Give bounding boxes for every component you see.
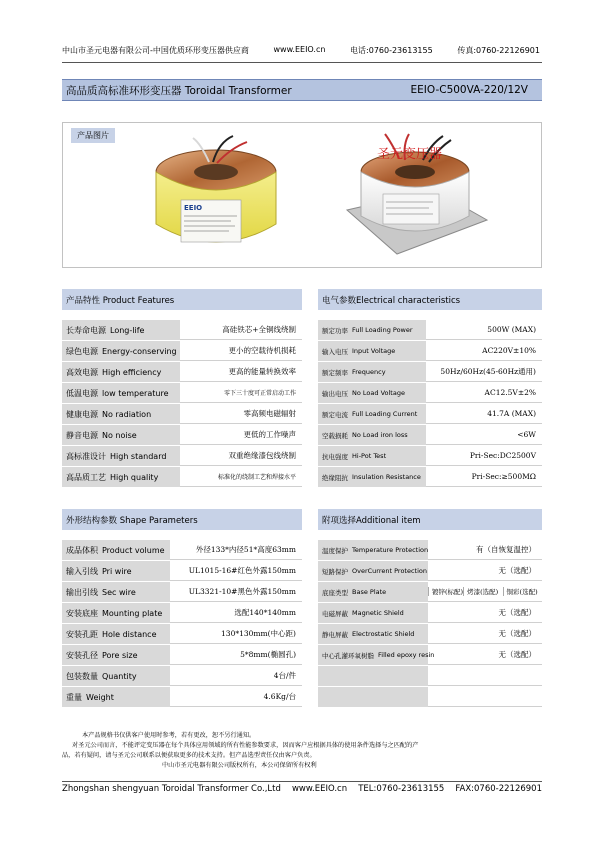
features-row-label	[62, 467, 180, 487]
shape-row	[62, 561, 302, 582]
electrical-row-value: 50Hz/60Hz(45-60Hz通用)	[426, 362, 542, 382]
transformer-photo-with-base	[339, 132, 489, 262]
shape-row	[62, 645, 302, 666]
electrical-row-label	[318, 404, 426, 424]
label-en: Mounting plate	[102, 608, 163, 618]
additional-row-label	[318, 582, 428, 602]
label-cn: 安装孔距	[66, 629, 98, 639]
label-cn: 额定频率	[322, 368, 348, 377]
label-cn: 重量	[66, 692, 82, 702]
features-row-value: 更小的空载待机损耗	[180, 341, 302, 361]
label-en: Insulation Resistance	[352, 473, 421, 481]
label-cn: 安装底座	[66, 608, 98, 618]
features-row-value: 零下三十度可正常启动工作	[180, 383, 302, 403]
shape-row-value: 130*130mm(中心距)	[170, 624, 302, 644]
additional-row-options	[428, 582, 542, 602]
shape-row-label	[62, 624, 170, 644]
note-line: 品，若有疑问，请与圣元公司联系以便获取更多的技术支持。但产品选型责任仅由客户负责。	[62, 752, 316, 759]
shape-row-value: 4台/件	[170, 666, 302, 686]
shape-row	[62, 540, 302, 561]
shape-row	[62, 603, 302, 624]
label-cn: 高品质工艺	[66, 472, 106, 482]
additional-row-label	[318, 540, 428, 560]
features-row-value: 更高的能量转换效率	[180, 362, 302, 382]
label-en: Base Plate	[352, 588, 387, 596]
electrical-row-label	[318, 467, 426, 487]
shape-row-value: 5*8mm(椭圆孔)	[170, 645, 302, 665]
additional-row-label	[318, 624, 428, 644]
page-header	[62, 45, 540, 56]
photos-label: 产品图片	[71, 128, 115, 143]
electrical-row	[318, 446, 542, 467]
shape-row-value: 选配140*140mm	[170, 603, 302, 623]
label-en: Full Loading Power	[352, 326, 413, 334]
additional-row-label	[318, 561, 428, 581]
electrical-row-value: AC220V±10%	[426, 341, 542, 361]
label-cn: 底座类型	[322, 588, 348, 597]
shape-row-value: 外径133*内径51*高度63mm	[170, 540, 302, 560]
label-en: Full Loading Current	[352, 410, 418, 418]
shape-row	[62, 624, 302, 645]
electrical-row-value: 41.7A (MAX)	[426, 404, 542, 424]
additional-row	[318, 666, 542, 687]
label-cn: 成品体积	[66, 545, 98, 555]
footer-tel: TEL:0760-23613155	[358, 784, 445, 794]
electrical-row	[318, 320, 542, 341]
shape-table	[62, 540, 302, 708]
label-cn: 温度保护	[322, 546, 348, 555]
label-cn: 额定电流	[322, 410, 348, 419]
label-en: No Load Voltage	[352, 389, 405, 397]
features-row	[62, 467, 302, 488]
label-cn: 静电屏蔽	[322, 630, 348, 639]
shape-row-label	[62, 687, 170, 707]
electrical-row-label	[318, 362, 426, 382]
additional-row	[318, 645, 542, 666]
additional-row-label	[318, 666, 428, 686]
features-row-label	[62, 425, 180, 445]
label-en: Filled epoxy resin	[378, 651, 435, 659]
label-en: Sec wire	[102, 587, 136, 597]
features-row-label	[62, 362, 180, 382]
features-row-label	[62, 320, 180, 340]
label-en: Long-life	[110, 325, 145, 335]
additional-row-value: 有（自恢复温控）	[428, 540, 542, 560]
additional-table	[318, 540, 542, 708]
label-cn: 短路保护	[322, 567, 348, 576]
header-tel: 电话:0760-23613155	[350, 46, 433, 55]
electrical-row-value: 500W (MAX)	[426, 320, 542, 340]
label-cn: 输入引线	[66, 566, 98, 576]
features-table	[62, 320, 302, 488]
label-en: No noise	[102, 430, 137, 440]
label-en: Pri wire	[102, 566, 132, 576]
shape-row	[62, 582, 302, 603]
base-plate-option: 镀锌(标配)	[428, 587, 463, 596]
label-en: Hole distance	[102, 629, 157, 639]
additional-row-value	[428, 666, 542, 686]
label-cn: 长寿命电源	[66, 325, 106, 335]
label-cn: 高效电源	[66, 367, 98, 377]
shape-row-value: UL3321-10#黑色外露150mm	[170, 582, 302, 602]
additional-row-value: 无（选配）	[428, 645, 542, 665]
electrical-row-value: <6W	[426, 425, 542, 445]
footer-website[interactable]: www.EEIO.cn	[291, 784, 348, 794]
label-en: Energy-conserving	[102, 346, 177, 356]
shape-row-value: UL1015-16#红色外露150mm	[170, 561, 302, 581]
shape-row-label	[62, 540, 170, 560]
label-en: Weight	[86, 692, 114, 702]
additional-row-label	[318, 687, 428, 707]
label-cn: 电磁屏蔽	[322, 609, 348, 618]
label-cn: 包装数量	[66, 671, 98, 681]
footer-company: Zhongshan shengyuan Toroidal Transformer Co.,Ltd	[62, 784, 281, 794]
shape-row-value: 4.6Kg/台	[170, 687, 302, 707]
label-en: High efficiency	[102, 367, 162, 377]
label-cn: 输出电压	[322, 389, 348, 398]
label-en: No radiation	[102, 409, 152, 419]
shape-row-label	[62, 645, 170, 665]
additional-row	[318, 561, 542, 582]
electrical-row-value: Pri-Sec:≥500MΩ	[426, 467, 542, 487]
label-en: Electrostatic Shield	[352, 630, 415, 638]
electrical-row	[318, 425, 542, 446]
label-en: OverCurrent Protection	[352, 567, 427, 575]
note-line: 对圣元公司而言，不能评定变压器在每个具体应用领域的所有性能参数要求，因而客户应根据具体的使用条件选择与之匹配的产	[72, 742, 419, 749]
shape-row	[62, 687, 302, 708]
base-plate-option: 烤漆(选配)	[463, 587, 502, 596]
electrical-row	[318, 467, 542, 488]
electrical-row-label	[318, 425, 426, 445]
shape-row	[62, 666, 302, 687]
additional-row	[318, 540, 542, 561]
label-cn: 绿色电源	[66, 346, 98, 356]
footer-divider	[62, 781, 542, 782]
header-website[interactable]: www.EEIO.cn	[273, 45, 326, 54]
features-row	[62, 383, 302, 404]
shape-row-label	[62, 666, 170, 686]
features-row-label	[62, 404, 180, 424]
label-cn: 低温电源	[66, 388, 98, 398]
electrical-row	[318, 383, 542, 404]
shape-heading: 外形结构参数 Shape Parameters	[62, 509, 302, 530]
electrical-row	[318, 341, 542, 362]
features-row	[62, 446, 302, 467]
electrical-row-label	[318, 383, 426, 403]
label-en: Frequency	[352, 368, 386, 376]
label-en: Hi-Pot Test	[352, 452, 387, 460]
additional-heading: 附项选择Additional item	[318, 509, 542, 530]
page-footer	[62, 784, 542, 796]
electrical-row-label	[318, 446, 426, 466]
label-cn: 绝缘阻抗	[322, 473, 348, 482]
disclaimer-notes	[62, 731, 542, 771]
label-en: High quality	[110, 472, 159, 482]
electrical-row	[318, 404, 542, 425]
additional-row-value	[428, 687, 542, 707]
label-cn: 静音电源	[66, 430, 98, 440]
features-row	[62, 320, 302, 341]
photo-watermark: 圣元变压器	[377, 147, 443, 162]
features-row-label	[62, 446, 180, 466]
additional-row-value: 无（选配）	[428, 561, 542, 581]
model-number: EEIO-C500VA-220/12V	[410, 84, 528, 96]
header-company: 中山市圣元电器有限公司-中国优质环形变压器供应商	[62, 46, 249, 55]
features-heading: 产品特性 Product Features	[62, 289, 302, 310]
shape-row-label	[62, 603, 170, 623]
header-divider	[62, 62, 542, 63]
label-en: Input Voltage	[352, 347, 396, 355]
additional-row-label	[318, 645, 435, 665]
label-cn: 输入电压	[322, 347, 348, 356]
label-cn: 安装孔径	[66, 650, 98, 660]
product-photos	[62, 122, 542, 268]
label-en: High standard	[110, 451, 167, 461]
transformer-photo-yellow	[151, 132, 281, 260]
electrical-row-label	[318, 320, 426, 340]
label-en: Pore size	[102, 650, 138, 660]
title-bar	[62, 79, 542, 101]
label-cn: 中心孔灌环氧树脂	[322, 651, 374, 660]
label-cn: 空载损耗	[322, 431, 348, 440]
additional-row-value: 无（选配）	[428, 624, 542, 644]
electrical-row-value: Pri-Sec:DC2500V	[426, 446, 542, 466]
label-cn: 健康电源	[66, 409, 98, 419]
features-row-value: 双重绝缘漆包线绕制	[180, 446, 302, 466]
features-row-label	[62, 383, 180, 403]
additional-row	[318, 624, 542, 645]
features-row-value: 零高频电磁辐射	[180, 404, 302, 424]
additional-row	[318, 582, 542, 603]
features-row-label	[62, 341, 180, 361]
label-en: Quantity	[102, 671, 137, 681]
additional-row-value: 无（选配）	[428, 603, 542, 623]
features-row	[62, 362, 302, 383]
features-row	[62, 341, 302, 362]
photo-brand-label: EEIO	[184, 204, 203, 212]
additional-row	[318, 603, 542, 624]
note-line: 本产品规格书仅供客户使用时参考，若有更改，恕不另行通知。	[82, 732, 256, 739]
label-en: Magnetic Shield	[352, 609, 404, 617]
label-en: Temperature Protection	[352, 546, 429, 554]
features-row-value: 标准化的绕制工艺和焊接水平	[180, 467, 302, 487]
label-cn: 高标准设计	[66, 451, 106, 461]
base-plate-option: 铜彩(选配)	[503, 587, 542, 596]
electrical-heading: 电气参数Electrical characteristics	[318, 289, 542, 310]
label-cn: 额定功率	[322, 326, 348, 335]
features-row	[62, 425, 302, 446]
label-cn: 抗电强度	[322, 452, 348, 461]
electrical-row-value: AC12.5V±2%	[426, 383, 542, 403]
header-fax: 传真:0760-22126901	[457, 46, 540, 55]
features-row	[62, 404, 302, 425]
electrical-table	[318, 320, 542, 488]
footer-fax: FAX:0760-22126901	[455, 784, 542, 794]
product-title: 高品质高标准环形变压器 Toroidal Transformer	[66, 84, 292, 97]
label-en: No Load iron loss	[352, 431, 408, 439]
shape-row-label	[62, 561, 170, 581]
label-en: Product volume	[102, 545, 165, 555]
additional-row-label	[318, 603, 428, 623]
shape-row-label	[62, 582, 170, 602]
label-cn: 输出引线	[66, 587, 98, 597]
electrical-row-label	[318, 341, 426, 361]
electrical-row	[318, 362, 542, 383]
label-en: low temperature	[102, 388, 169, 398]
additional-row	[318, 687, 542, 708]
note-line: 中山市圣元电器有限公司版权所有，本公司保留所有权利	[162, 762, 317, 769]
features-row-value: 高硅铁芯+全铜线绕制	[180, 320, 302, 340]
features-row-value: 更低的工作噪声	[180, 425, 302, 445]
